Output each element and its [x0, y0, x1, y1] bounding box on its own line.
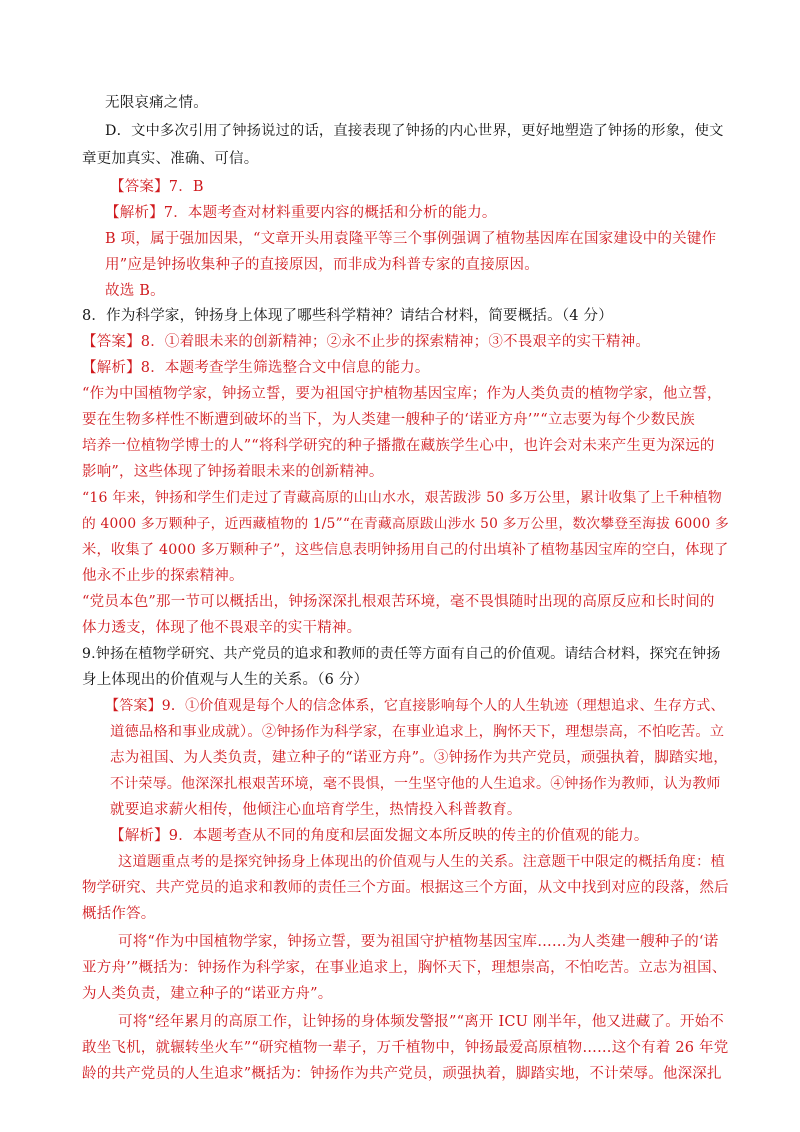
- text-line: D．文中多次引用了钟扬说过的话，直接表现了钟扬的内心世界，更好地塑造了钟扬的形象，使文: [105, 123, 724, 139]
- text-line: 影响”，这些体现了钟扬着眼未来的创新精神。: [82, 464, 384, 480]
- text-line: 米，收集了 4000 多万颗种子”，这些信息表明钟扬用自己的付出填补了植物基因宝库的空白，体现了: [82, 542, 729, 558]
- text-line: 可将“作为中国植物学家，钟扬立誓，要为祖国守护植物基因宝库……为人类建一艘种子的‘诺: [118, 934, 719, 950]
- text-line: 【答案】7．B: [110, 179, 204, 195]
- text-line: 就要追求薪火相传，他倾注心血培育学生，热情投入科普教育。: [110, 802, 522, 818]
- text-line: 用”应是钟扬收集种子的直接原因，而非成为科普专家的直接原因。: [105, 257, 539, 273]
- text-line: 龄的共产党员的人生追求”概括为：钟扬作为共产党员，顽强执着，脚踏实地，不计荣辱。他深深扎: [82, 1066, 722, 1082]
- text-line: 8．作为科学家，钟扬身上体现了哪些科学精神？请结合材料，简要概括。（4 分）: [82, 308, 613, 324]
- text-line: 志为祖国、为人类负责，建立种子的“诺亚方舟”。③钟扬作为共产党员，顽强执着，脚踏实地，: [110, 750, 728, 766]
- text-line: 概括作答。: [82, 906, 156, 922]
- text-line: 体力透支，体现了他不畏艰辛的实干精神。: [82, 620, 362, 636]
- text-line: 【答案】8．①着眼未来的创新精神；②永不止步的探索精神；③不畏艰辛的实干精神。: [82, 334, 651, 350]
- text-line: 章更加真实、准确、可信。: [82, 151, 259, 167]
- text-line: 【解析】9．本题考查从不同的角度和层面发掘文本所反映的传主的价值观的能力。: [110, 828, 649, 844]
- text-line: 要在生物多样性不断遭到破坏的当下，为人类建一艘种子的‘诺亚方舟’”“立志要为每个少数民族: [82, 412, 695, 428]
- text-line: 不计荣辱。他深深扎根艰苦环境，毫不畏惧，一生坚守他的人生追求。④钟扬作为教师，认为教师: [110, 776, 721, 792]
- text-line: 这道题重点考的是探究钟扬身上体现出的价值观与人生的关系。注意题干中限定的概括角度：植: [118, 854, 725, 870]
- text-line: 9.钟扬在植物学研究、共产党员的追求和教师的责任等方面有自己的价值观。请结合材料，探究在钟扬: [82, 646, 721, 662]
- text-line: “16 年来，钟扬和学生们走过了青藏高原的山山水水，艰苦跋涉 50 多万公里，累计收集了上千种植物: [82, 490, 722, 506]
- text-line: 无限哀痛之情。: [105, 95, 208, 111]
- text-line: 身上体现出的价值观与人生的关系。（6 分）: [82, 672, 369, 688]
- text-line: 亚方舟’”概括为：钟扬作为科学家，在事业追求上，胸怀天下，理想崇高，不怕吃苦。立志为祖国、: [82, 960, 727, 976]
- text-line: 【解析】7．本题考查对材料重要内容的概括和分析的能力。: [105, 205, 497, 221]
- text-line: B 项，属于强加因果，“文章开头用袁隆平等三个事例强调了植物基因库在国家建设中的关键作: [105, 231, 717, 247]
- text-line: 道德品格和事业成就）。②钟扬作为科学家，在事业追求上，胸怀天下，理想崇高，不怕吃苦。立: [110, 724, 725, 740]
- text-line: 的 4000 多万颗种子，近西藏植物的 1/5”“在青藏高原跋山涉水 50 多万公里，数次攀登至海拔 6000 多: [82, 516, 729, 532]
- text-line: 故选 B。: [105, 283, 165, 299]
- text-line: 【解析】8．本题考查学生筛选整合文中信息的能力。: [82, 360, 430, 376]
- text-line: 他永不止步的探索精神。: [82, 568, 244, 584]
- text-line: 敢坐飞机，就辗转坐火车”“研究植物一辈子，万千植物中，钟扬最爱高原植物……这个有着 26 年党: [82, 1040, 729, 1056]
- text-line: “党员本色”那一节可以概括出，钟扬深深扎根艰苦环境，毫不畏惧随时出现的高原反应和长时间的: [82, 594, 715, 610]
- text-line: 为人类负责，建立种子的“诺亚方舟”。: [82, 986, 333, 1002]
- text-line: 培养一位植物学博士的人”“将科学研究的种子播撒在藏族学生心中，也许会对未来产生更为深远的: [82, 438, 715, 454]
- text-line: 可将“经年累月的高原工作，让钟扬的身体频发警报”“离开 ICU 刚半年，他又进藏了。开始不: [118, 1014, 724, 1030]
- text-line: 【答案】9．①价值观是每个人的信念体系，它直接影响每个人的人生轨迹（理想追求、生存方式、: [105, 698, 725, 714]
- text-line: 物学研究、共产党员的追求和教师的责任三个方面。根据这三个方面，从文中找到对应的段落，然后: [82, 880, 729, 896]
- text-line: “作为中国植物学家，钟扬立誓，要为祖国守护植物基因宝库；作为人类负责的植物学家，他立誓，: [82, 386, 722, 402]
